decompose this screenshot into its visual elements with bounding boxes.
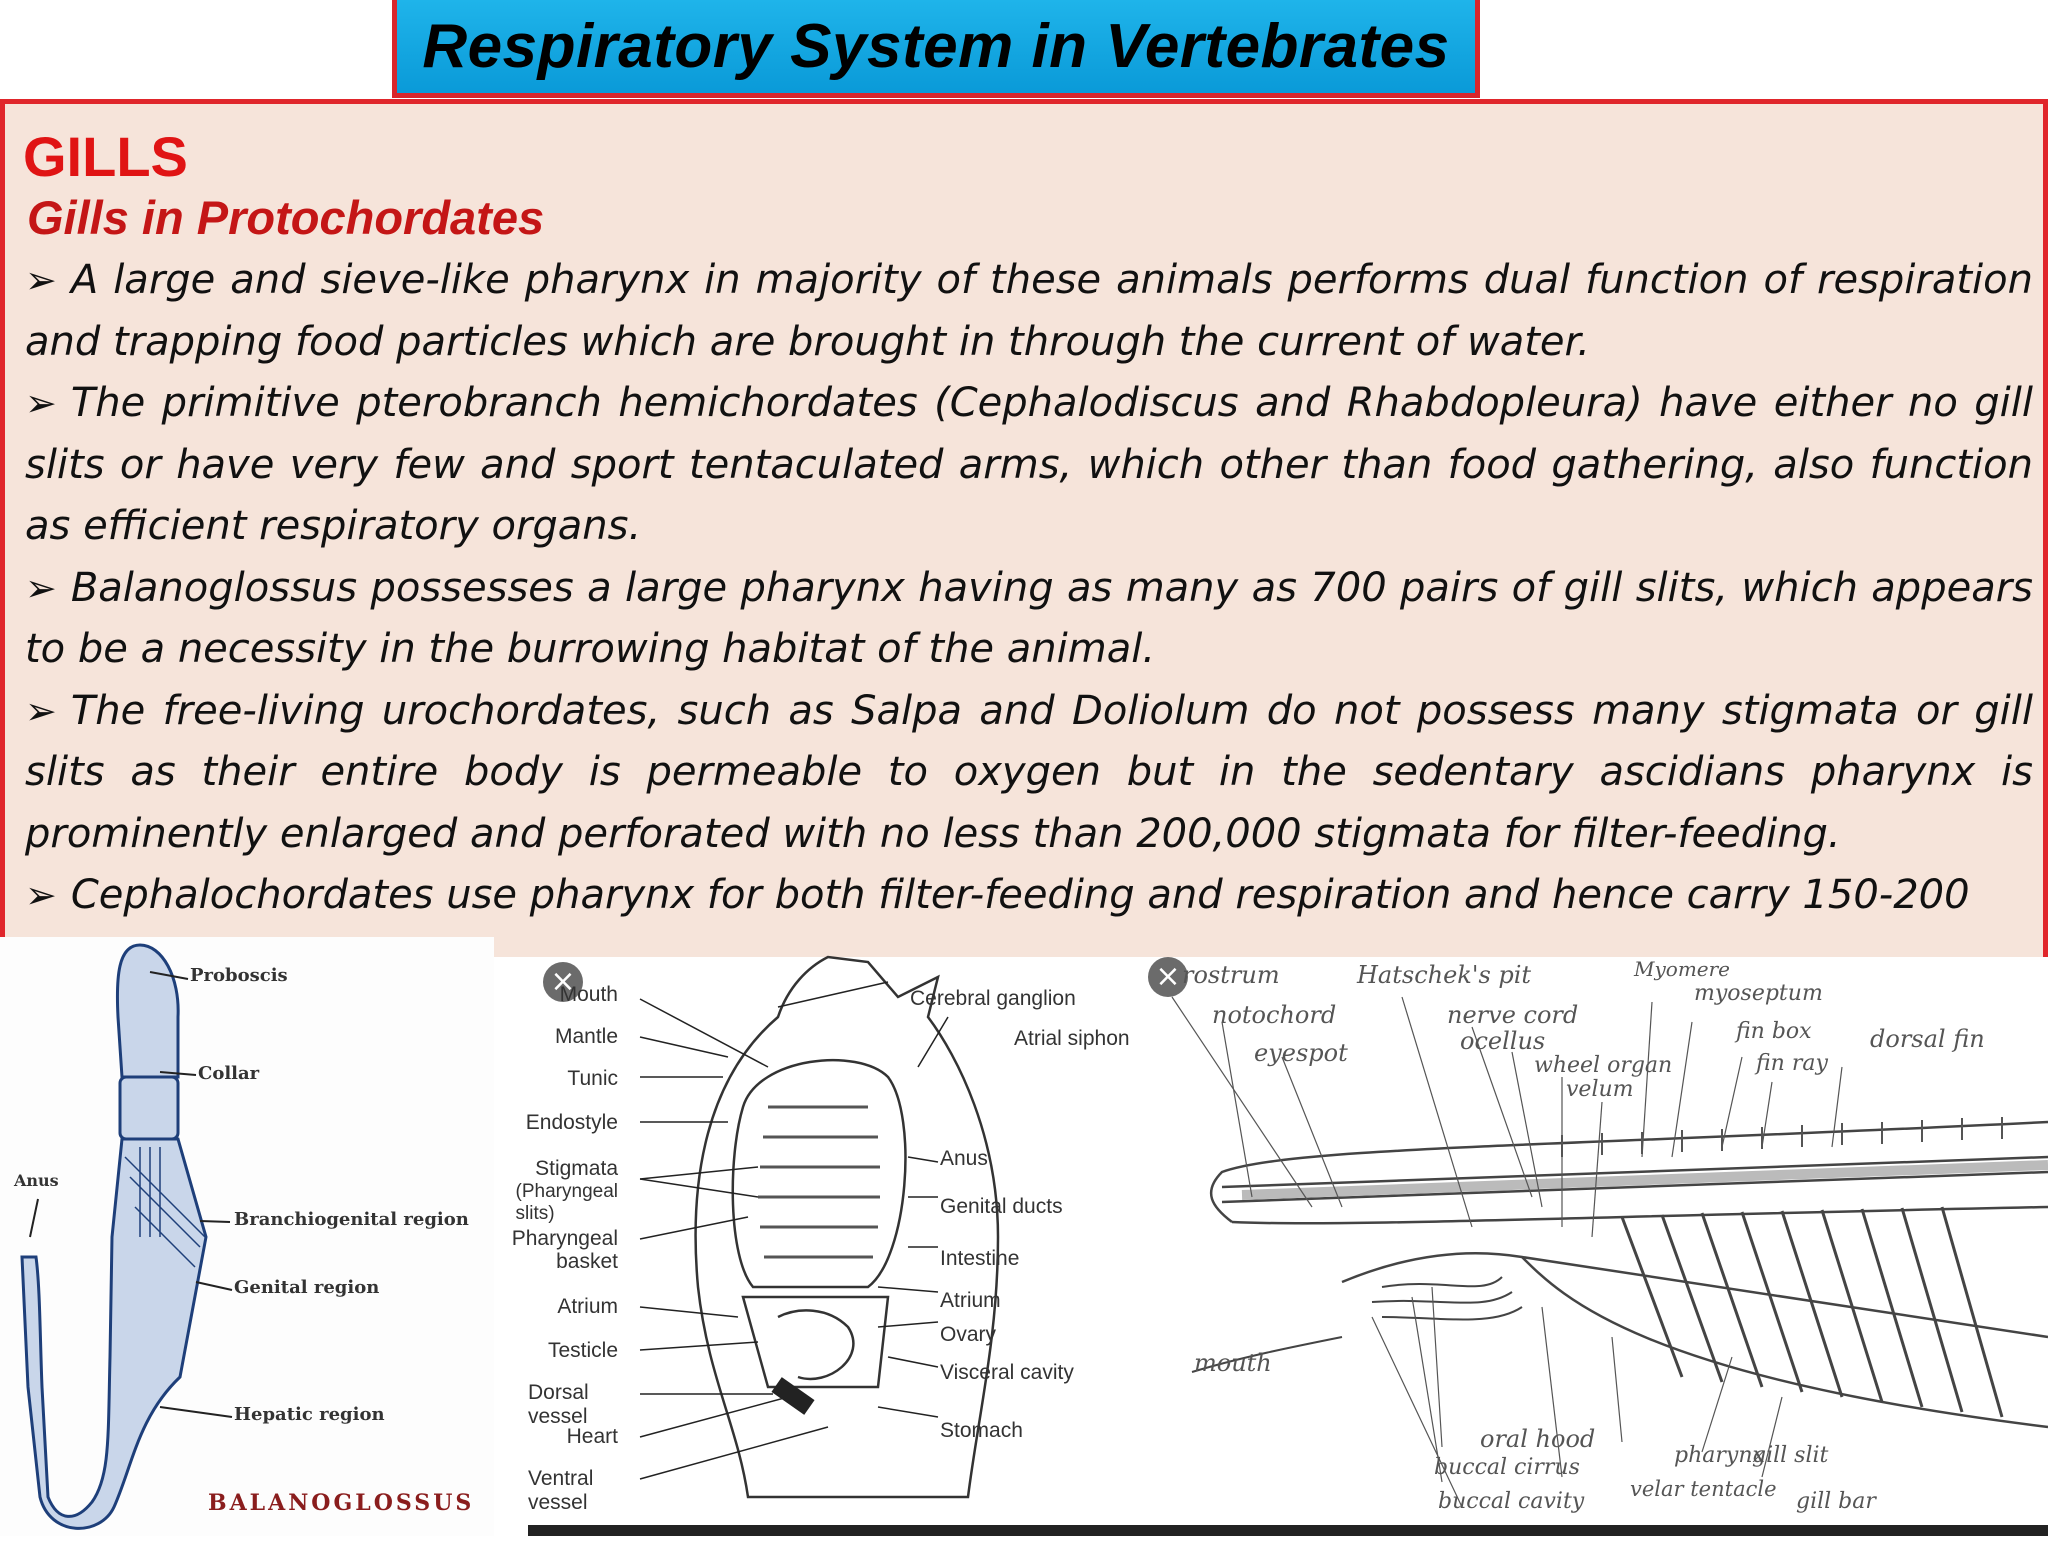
label-proboscis: Proboscis: [190, 965, 288, 986]
arrow-bullet-icon: ➢: [25, 688, 57, 733]
label-gill-slit: gill slit: [1752, 1443, 1829, 1468]
label-cerebral-ganglion: Cerebral ganglion: [910, 987, 1076, 1010]
label-anus: Anus: [14, 1171, 59, 1190]
label-velum: velum: [1566, 1077, 1634, 1102]
label-anus: Anus: [940, 1147, 988, 1170]
label-fin-ray: fin ray: [1756, 1051, 1828, 1076]
arrow-bullet-icon: ➢: [25, 381, 57, 425]
label-stomach: Stomach: [940, 1419, 1023, 1442]
label-atrium: Atrium: [557, 1295, 618, 1318]
label-wheel-organ: wheel organ: [1534, 1053, 1673, 1078]
bullet-item: ➢ Cephalochordates use pharynx for both filter-feeding and respiration and hence carry 150-200: [25, 872, 1970, 918]
label-velar-tentacle: velar tentacle: [1630, 1477, 1777, 1501]
label-myoseptum: myoseptum: [1694, 981, 1823, 1006]
bullet-item: ➢ The free-living urochordates, such as Salpa and Doliolum do not possess many stigmata or gill slits as their entire body is permeable to oxygen but in the sedentary ascidians pharynx is prominently enlarged and perforated with no less than 200,000 stigmata for filter-feeding.: [25, 687, 2033, 857]
ascidian-figure: [511, 957, 1142, 1536]
label-mouth: Mouth: [559, 983, 618, 1006]
label-hatscheks-pit: Hatschek's pit: [1357, 961, 1532, 989]
label-buccal-cavity: buccal cavity: [1438, 1489, 1585, 1514]
bullet-item: ➢ A large and sieve-like pharynx in majority of these animals performs dual function of respiration and trapping food particles which are brought in through the current of water.: [25, 257, 2033, 365]
label-heart: Heart: [566, 1425, 618, 1448]
label-endostyle: Endostyle: [525, 1111, 618, 1134]
arrow-bullet-icon: ➢: [25, 873, 57, 917]
bullet-item: ➢ The primitive pterobranch hemichordates (Cephalodiscus and Rhabdopleura) have either no gill slits or have very few and sport tentaculated arms, which other than food gathering, also function as efficient respiratory organs.: [25, 380, 2033, 549]
label-intestine: Intestine: [940, 1247, 1020, 1270]
close-icon[interactable]: ×: [543, 962, 583, 1002]
label-atrium-right: Atrium: [940, 1289, 1001, 1312]
label-notochord: notochord: [1212, 1001, 1337, 1029]
amphioxus-figure: [1142, 957, 2048, 1536]
figure-caption-balanoglossus: BALANOGLOSSUS: [208, 1490, 475, 1516]
label-stigmata: Stigmata: [535, 1157, 618, 1180]
label-pharyngeal-slits: (Pharyngeal slits): [515, 1181, 618, 1224]
label-mouth: mouth: [1194, 1349, 1272, 1377]
arrow-bullet-icon: ➢: [25, 258, 57, 302]
section-heading: GILLS: [23, 125, 188, 188]
label-rostrum: rostrum: [1182, 961, 1280, 989]
label-basket: basket: [556, 1250, 618, 1273]
figure-bottom-bar: [1142, 1525, 2048, 1536]
section-subheading: Gills in Protochordates: [27, 191, 545, 244]
balanoglossus-figure: [0, 937, 494, 1536]
label-pharynx: pharynx: [1674, 1443, 1765, 1468]
label-myomere: Myomere: [1634, 957, 1731, 981]
label-genital-region: Genital region: [234, 1277, 380, 1298]
label-pharyngeal: Pharyngeal: [511, 1227, 618, 1250]
arrow-bullet-icon: ➢: [25, 565, 57, 610]
slide-title-box: [392, 0, 1480, 98]
label-genital-ducts: Genital ducts: [940, 1195, 1063, 1218]
close-icon[interactable]: ×: [1148, 957, 1188, 997]
label-visceral-cavity: Visceral cavity: [940, 1361, 1074, 1384]
balanoglossus-drawing: [0, 937, 494, 1536]
label-nerve-cord: nerve cord: [1447, 1001, 1579, 1029]
label-gill-bar: gill bar: [1796, 1489, 1876, 1514]
content-panel: [0, 99, 2048, 1004]
label-buccal-cirrus: buccal cirrus: [1434, 1455, 1580, 1480]
label-dorsal-vessel: Dorsal vessel: [528, 1381, 589, 1428]
label-dorsal-fin: dorsal fin: [1870, 1025, 1985, 1053]
label-mantle: Mantle: [554, 1025, 618, 1048]
bullet-list: [25, 250, 2033, 927]
label-testicle: Testicle: [547, 1339, 618, 1362]
label-oral-hood: oral hood: [1480, 1425, 1596, 1453]
bullet-item: ➢ Balanoglossus possesses a large pharynx having as many as 700 pairs of gill slits, which appears to be a necessity in the burrowing habitat of the animal.: [25, 564, 2033, 672]
label-atrial-siphon: Atrial siphon: [1014, 1027, 1130, 1050]
label-collar: Collar: [198, 1063, 260, 1084]
label-ovary: Ovary: [940, 1323, 997, 1346]
label-eyespot: eyespot: [1254, 1039, 1348, 1067]
label-branchiogenital-region: Branchiogenital region: [234, 1209, 469, 1230]
label-fin-box: fin box: [1736, 1019, 1812, 1044]
figure-bottom-bar: [528, 1525, 1142, 1536]
slide-title: Respiratory System in Vertebrates: [422, 12, 1450, 81]
label-hepatic-region: Hepatic region: [234, 1404, 385, 1425]
label-tunic: Tunic: [567, 1067, 618, 1090]
label-ventral-vessel: Ventral vessel: [528, 1467, 594, 1514]
label-ocellus: ocellus: [1460, 1027, 1546, 1055]
